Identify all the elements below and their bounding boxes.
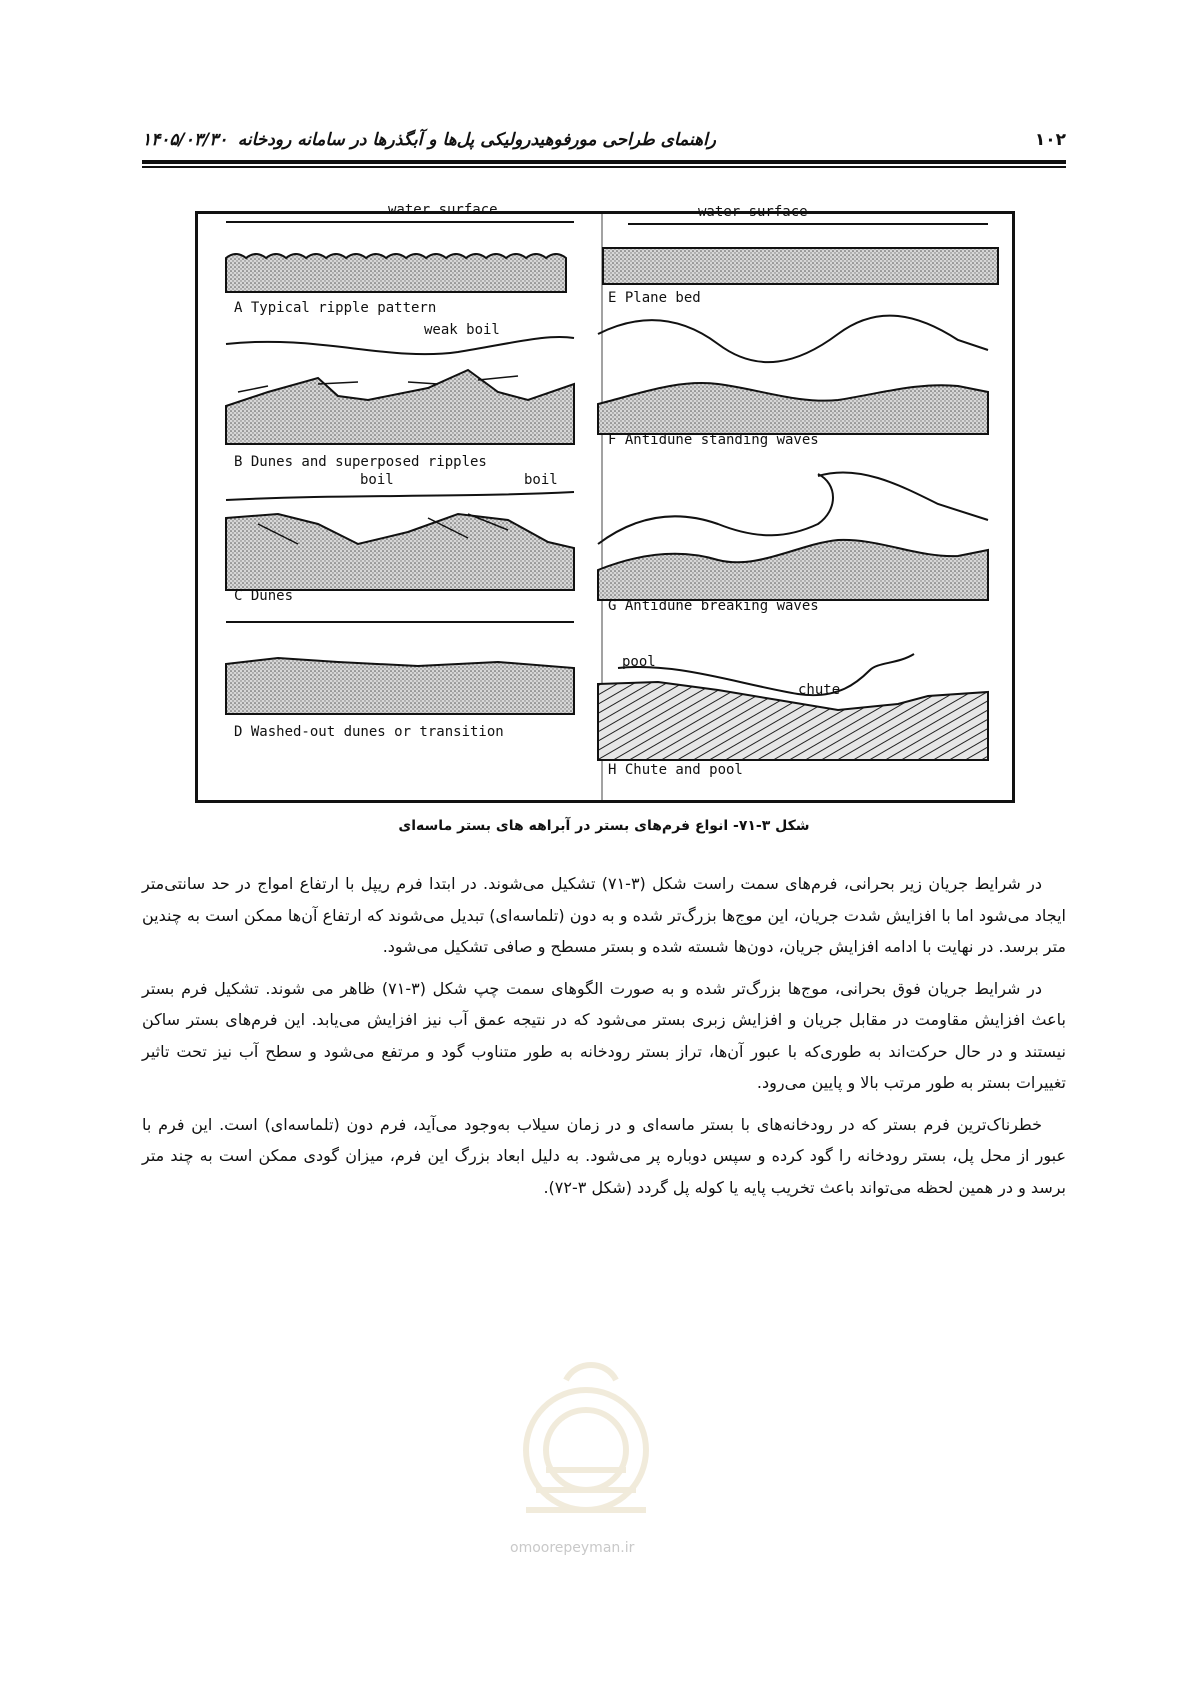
label-c: C Dunes — [234, 588, 294, 604]
label-f: F Antidune standing waves — [608, 432, 819, 448]
document-title: راهنمای طراحی مورفوهیدرولیکی پل‌ها و آبگذرها در سامانه رودخانه — [237, 130, 716, 150]
label-b: B Dunes and superposed ripples — [234, 454, 487, 470]
bedforms-figure — [195, 202, 1015, 803]
label-water-surface-right: water surface — [698, 204, 808, 220]
body-text — [142, 868, 1066, 1213]
label-pool: pool — [622, 654, 656, 670]
header-rule-thick — [142, 160, 1066, 164]
figure-caption: شکل ۳-۷۱- انواع فرم‌های بستر در آبراهه های بستر ماسه‌ای — [398, 818, 810, 834]
watermark-logo-icon — [486, 1340, 686, 1540]
label-a: A Typical ripple pattern — [234, 300, 437, 316]
label-d: D Washed-out dunes or transition — [234, 724, 504, 740]
label-weak-boil: weak boil — [424, 322, 500, 338]
label-boil-1: boil — [360, 472, 394, 488]
header-rule-thin — [142, 166, 1066, 168]
label-chute: chute — [798, 682, 841, 698]
label-water-surface-left: water surface — [388, 202, 498, 218]
label-h: H Chute and pool — [608, 762, 743, 778]
watermark-url: omoorepeyman.ir — [510, 1540, 635, 1556]
page-number: ۱۰۲ — [1034, 130, 1066, 150]
paragraph-1: در شرایط جریان زیر بحرانی، فرم‌های سمت راست شکل (۳-۷۱) تشکیل می‌شوند. در ابتدا فرم ریپل با ارتفاع امواج در حد سانتی‌متر ایجاد می‌شود اما با افزایش شدت جریان، این موج‌ها بزرگ‌تر شده و به دون (تلماسه‌ای) تبدیل می‌شوند که ارتفاع آن‌ها ممکن است به چندین متر برسد. در نهایت با ادامه افزایش جریان، دون‌ها شسته شده و بستر مسطح و صافی تشکیل می‌شود. — [142, 874, 1066, 956]
label-e: E Plane bed — [608, 290, 701, 306]
label-g: G Antidune breaking waves — [608, 598, 819, 614]
paragraph-3: خطرناک‌ترین فرم بستر که در رودخانه‌های با بستر ماسه‌ای و در زمان سیلاب به‌وجود می‌آید، فرم دون (تلماسه‌ای) است. این فرم با عبور از محل پل، بستر رودخانه را گود کرده و سپس دوباره پر می‌شود. به دلیل ابعاد بزرگ این فرم، میزان گودی ممکن است به چند متر برسد و در همین لحظه می‌تواند باعث تخریب پایه یا کوله پل گردد (شکل ۳-۷۲). — [142, 1114, 1066, 1197]
document-date: ۱۴۰۵/۰۳/۳۰ — [142, 130, 228, 150]
paragraph-2: در شرایط جریان فوق بحرانی، موج‌ها بزرگ‌تر شده و به صورت الگوهای سمت چپ شکل (۳-۷۱) ظاهر می شوند. تشکیل فرم بستر باعث افزایش مقاومت در مقابل جریان و افزایش زبری بستر می‌شود که در نتیجه عمق آب نیز افزایش می‌یابد. این فرم‌های بستر ساکن نیستند و در حال حرکت‌اند به طوری‌که با عبور آن‌ها، تراز بستر رودخانه به طور متناوب گود و مرتفع می‌شود و سطح آب نیز تحت تاثیر تغییرات بستر به طور مرتب بالا و پایین می‌رود. — [142, 978, 1066, 1092]
label-boil-2: boil — [524, 472, 558, 488]
